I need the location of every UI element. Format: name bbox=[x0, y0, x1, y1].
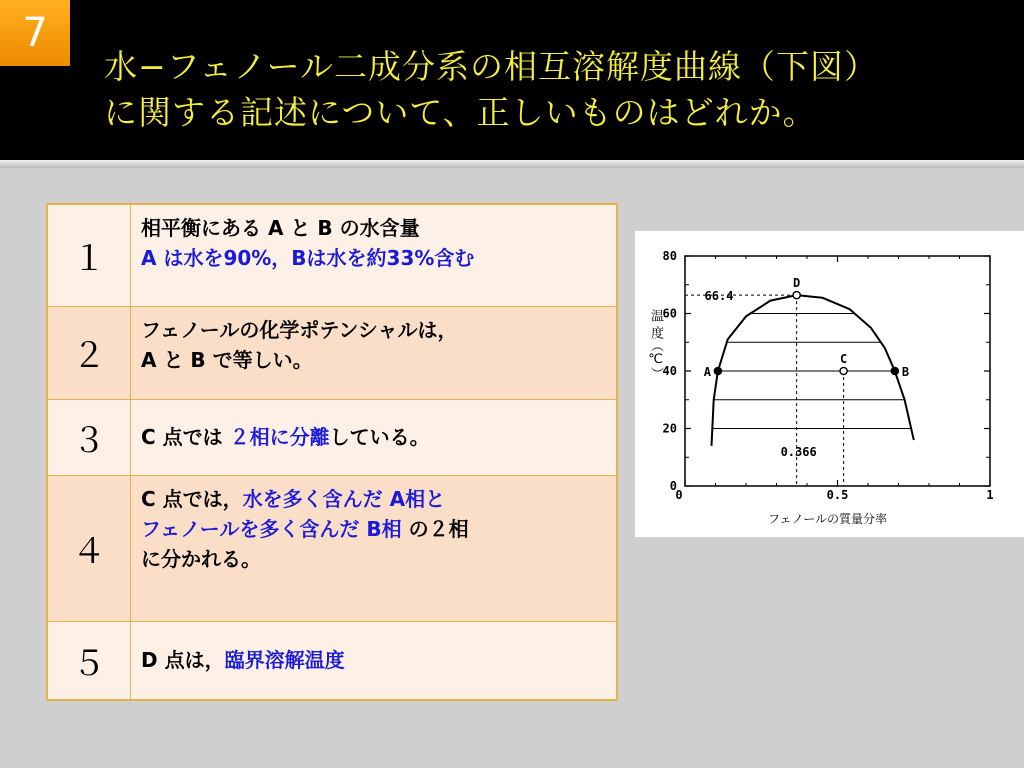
option-line bbox=[141, 315, 606, 345]
option-number: ３ bbox=[47, 399, 131, 475]
y-tick-label: 20 bbox=[662, 421, 677, 436]
option-number: ５ bbox=[47, 621, 131, 700]
header-divider bbox=[0, 160, 1024, 168]
annotation-66-4: 66.4 bbox=[704, 289, 734, 304]
point-label-b: B bbox=[901, 365, 910, 379]
y-tick-label: 40 bbox=[662, 364, 677, 378]
option-line bbox=[141, 422, 606, 452]
option-text bbox=[131, 475, 618, 621]
option-number: １ bbox=[47, 204, 131, 306]
title-line-1: 水−フェノール二成分系の相互溶解度曲線（下図） bbox=[104, 47, 879, 86]
x-tick-label: 1 bbox=[986, 488, 994, 502]
option-text bbox=[131, 621, 618, 700]
option-line bbox=[141, 213, 606, 243]
highlighted-text: 水を多く含んだ A相と bbox=[242, 486, 446, 511]
option-row-4[interactable] bbox=[47, 475, 617, 621]
answer-options-table bbox=[46, 203, 618, 701]
point-label-c: C bbox=[839, 352, 848, 366]
option-row-5[interactable] bbox=[47, 621, 617, 700]
option-line bbox=[141, 243, 606, 273]
x-axis-label: フェノールの質量分率 bbox=[767, 512, 888, 526]
option-line bbox=[141, 544, 606, 574]
option-text-segment: 相平衡にある A と B の水含量 bbox=[141, 216, 420, 240]
question-title bbox=[104, 44, 1004, 136]
solubility-curve bbox=[712, 295, 914, 446]
option-text-segment: している。 bbox=[329, 425, 430, 449]
x-tick-label: 0 bbox=[675, 488, 683, 502]
point-c bbox=[840, 367, 847, 374]
option-number: ４ bbox=[47, 475, 131, 621]
point-label-a: A bbox=[703, 365, 711, 379]
point-a bbox=[714, 367, 721, 374]
highlighted-text: 臨界溶解温度 bbox=[224, 648, 345, 673]
option-text bbox=[131, 204, 618, 306]
chart-svg bbox=[635, 231, 1024, 537]
option-text-segment: の２相 bbox=[401, 516, 469, 541]
title-line-2: に関する記述について、正しいものはどれか。 bbox=[104, 93, 817, 132]
option-text-segment: C 点では， bbox=[141, 486, 243, 511]
y-tick-label: 0 bbox=[669, 479, 677, 493]
slide-number-badge: 7 bbox=[0, 0, 70, 66]
solubility-chart bbox=[635, 231, 1024, 537]
highlighted-text: ２相に分離 bbox=[229, 425, 330, 449]
option-text-segment: フェノールの化学ポテンシャルは， bbox=[141, 317, 458, 342]
option-line bbox=[141, 484, 606, 514]
highlighted-text: A は水を90%，Bは水を約33%含む bbox=[141, 246, 475, 270]
option-text-segment: A と B で等しい。 bbox=[141, 347, 313, 372]
point-label-d: D bbox=[793, 276, 801, 291]
point-d bbox=[793, 292, 800, 299]
y-axis-label: 温 度（℃） bbox=[648, 309, 663, 381]
annotation-0-366: 0.366 bbox=[780, 445, 817, 459]
y-tick-label: 80 bbox=[662, 249, 677, 263]
option-line bbox=[141, 645, 606, 675]
option-text bbox=[131, 399, 618, 475]
option-text-segment: に分かれる。 bbox=[141, 546, 261, 571]
x-tick-label: 0.5 bbox=[826, 488, 849, 502]
option-number: ２ bbox=[47, 306, 131, 399]
highlighted-text: フェノールを多く含んだ B相 bbox=[141, 516, 402, 541]
option-row-1[interactable] bbox=[47, 204, 617, 306]
option-line bbox=[141, 345, 606, 375]
option-row-2[interactable] bbox=[47, 306, 617, 399]
option-text bbox=[131, 306, 618, 399]
option-line bbox=[141, 514, 606, 544]
option-text-segment: C 点では bbox=[141, 425, 230, 449]
option-text-segment: D 点は， bbox=[141, 648, 225, 673]
point-b bbox=[891, 367, 898, 374]
y-tick-label: 60 bbox=[662, 306, 677, 321]
option-row-3[interactable] bbox=[47, 399, 617, 475]
